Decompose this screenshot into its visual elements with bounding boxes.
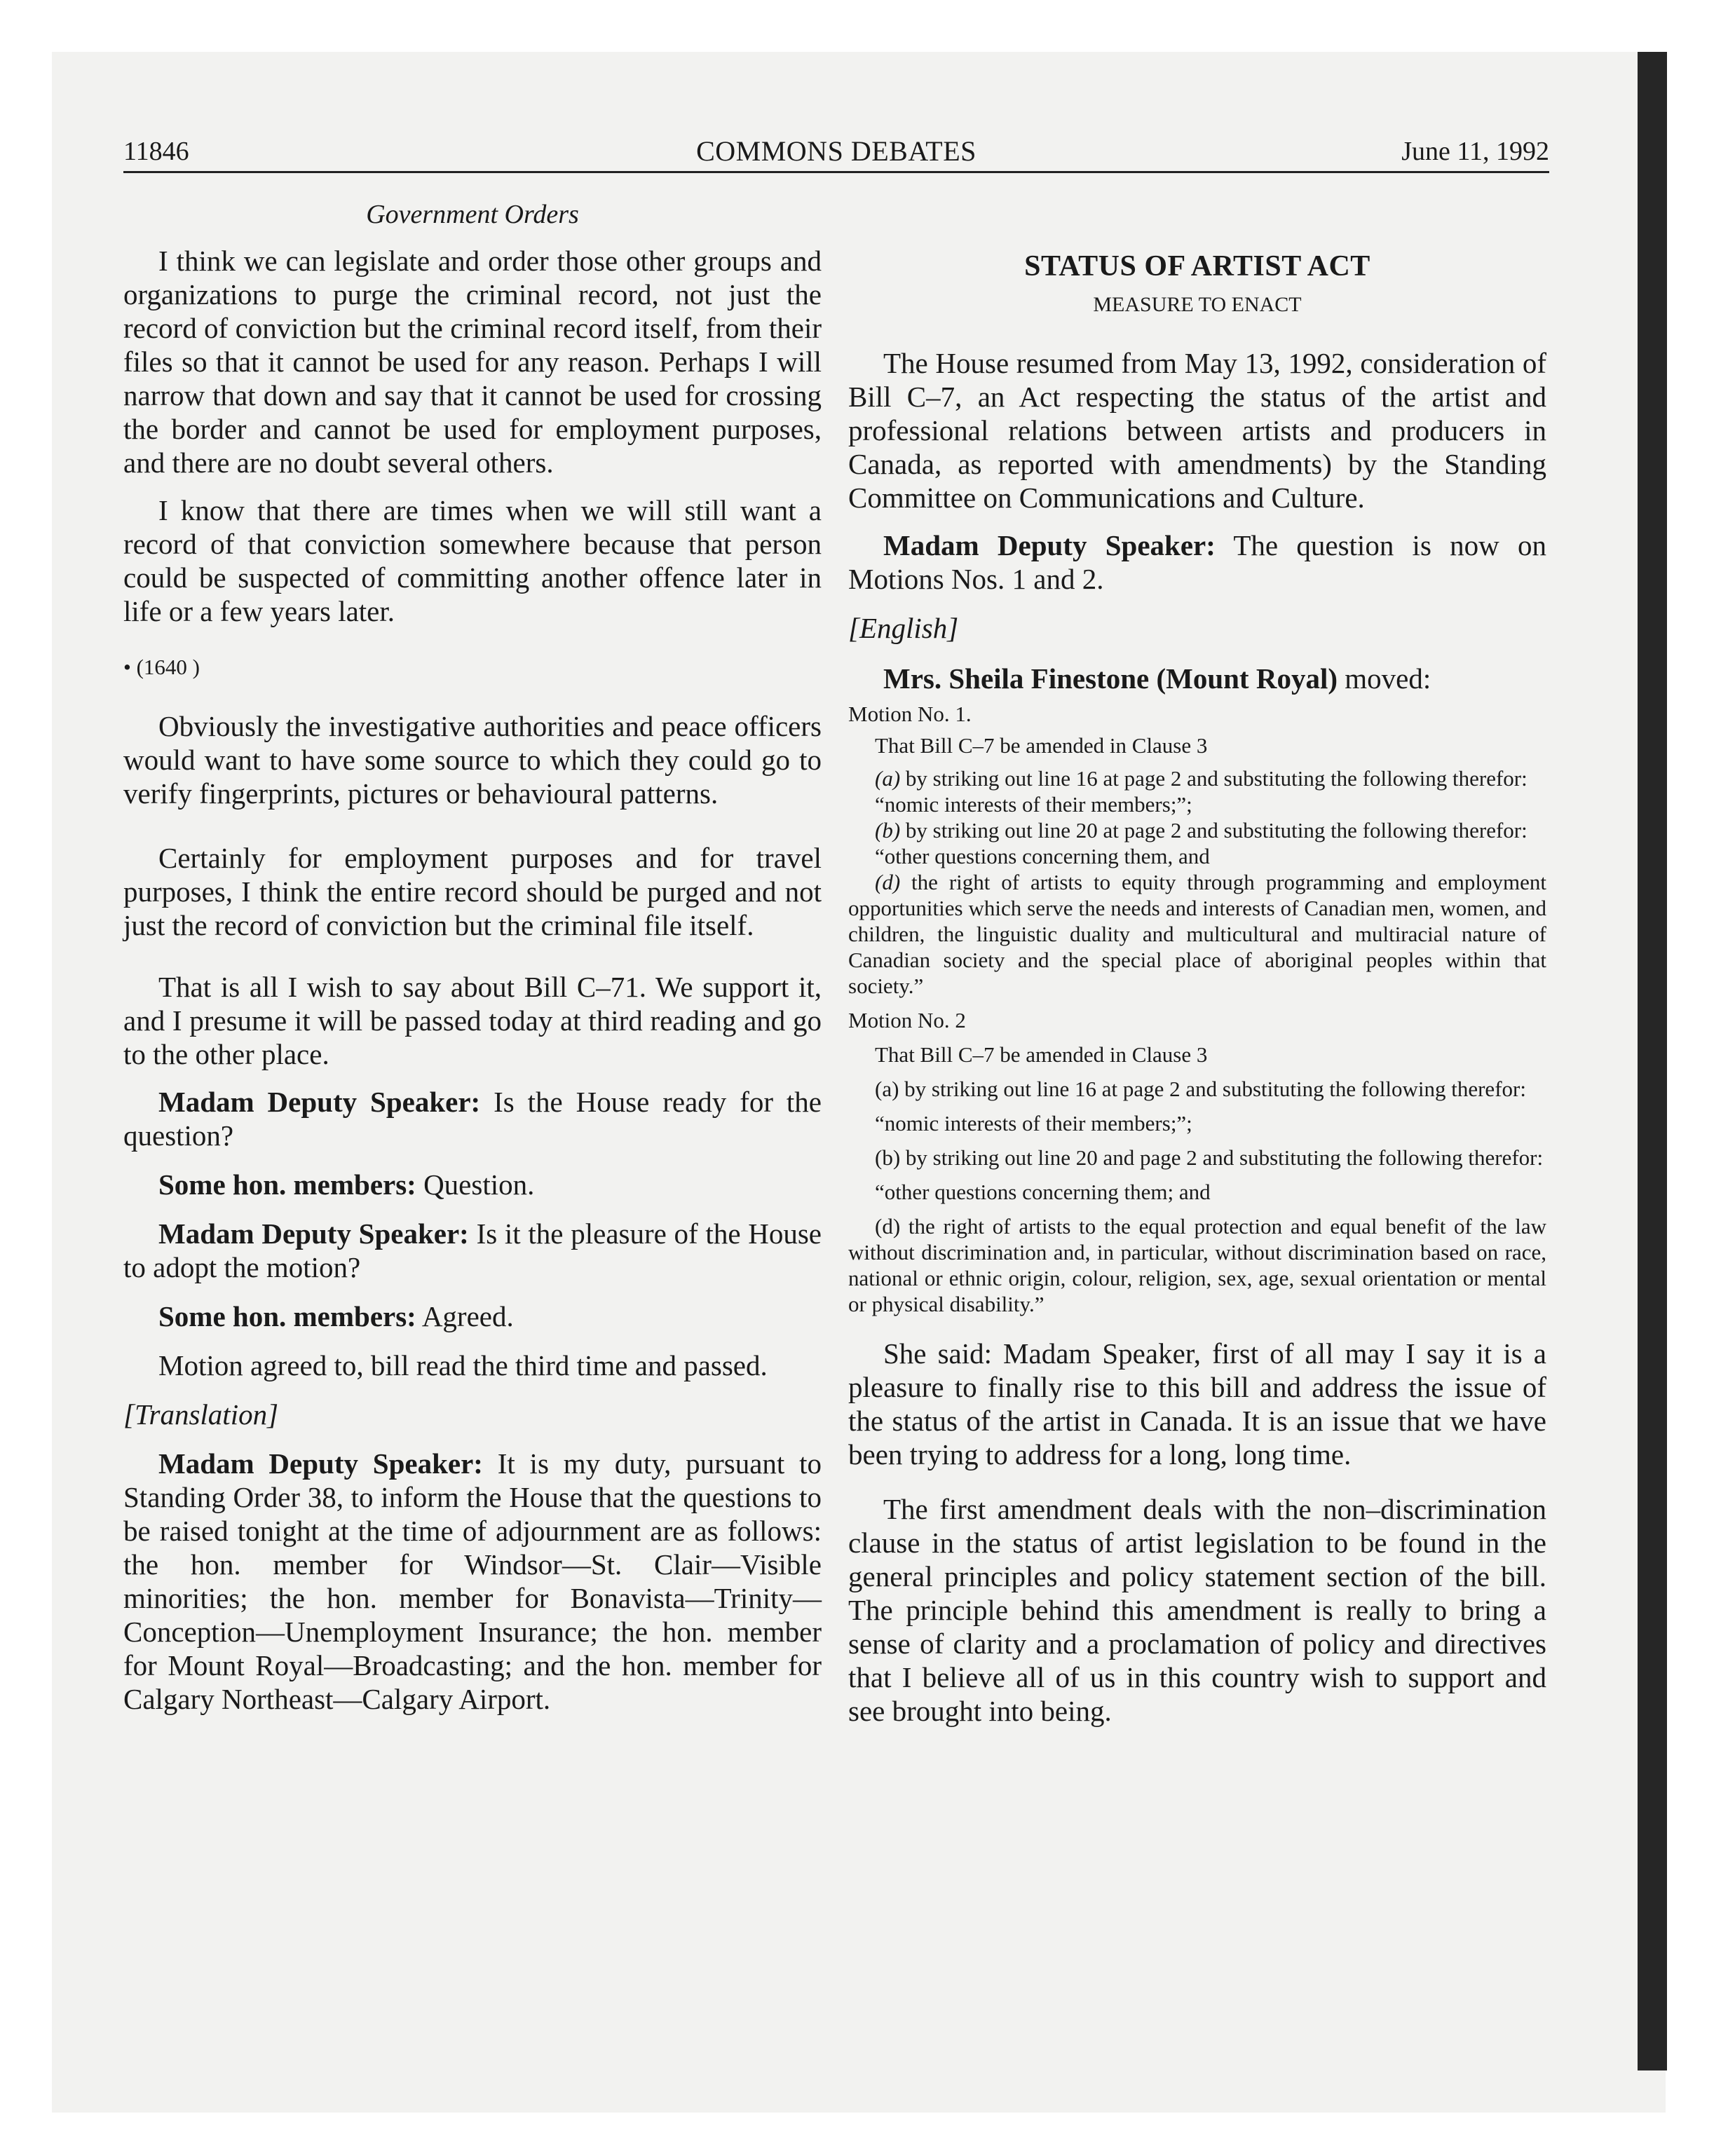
motion-text: (b) by striking out line 20 and page 2 and substituting the following therefor:	[875, 1145, 1544, 1170]
speaker-name: Madam Deputy Speaker:	[158, 1086, 481, 1118]
paragraph: That is all I wish to say about Bill C–71. We support it, and I presume it will be passed today at third reading and go to the other place.	[123, 971, 822, 1070]
paragraph: Motion agreed to, bill read the third time and passed.	[158, 1349, 768, 1381]
motion-quote: “nomic interests of their members;”;	[875, 1111, 1192, 1135]
english-tag: [English]	[848, 612, 959, 644]
clause-letter: (b)	[875, 818, 901, 842]
speech-paragraph	[123, 1168, 822, 1201]
publication-title: COMMONS DEBATES	[696, 135, 977, 167]
paragraph: She said: Madam Speaker, first of all may I say it is a pleasure to finally rise to this bill and address the issue of the status of the artist in Canada. It is an issue that we have been trying to address for a long, long time.	[848, 1337, 1546, 1471]
speech-text: Is the House ready for the question?	[123, 1086, 822, 1152]
clause-letter: (a)	[875, 766, 901, 791]
paragraph: Obviously the investigative authorities and peace officers would want to have some source to which they could go to verify fingerprints, pictures or behavioural patterns.	[123, 710, 822, 810]
motion-label: Motion No. 1.	[848, 702, 972, 726]
speech-paragraph	[848, 528, 1546, 596]
speech-paragraph	[123, 1217, 822, 1284]
motion-text	[848, 869, 1546, 999]
speaker-name: Madam Deputy Speaker:	[158, 1447, 483, 1480]
paragraph: Certainly for employment purposes and for travel purposes, I think the entire record should be purged and not just the record of conviction but the criminal file itself.	[123, 842, 822, 941]
page-header	[123, 129, 1549, 173]
time-marker: • (1640 )	[123, 655, 200, 679]
paragraph: I know that there are times when we will still want a record of that conviction somewhere because that person could be suspected of committing another offence later in life or a few years later.	[123, 494, 822, 627]
moved-text: moved:	[1345, 662, 1431, 695]
page-date: June 11, 1992	[1401, 137, 1549, 166]
mover-name: Mrs. Sheila Finestone (Mount Royal)	[883, 662, 1338, 695]
speech-paragraph	[123, 1299, 822, 1333]
section-subheading: MEASURE TO ENACT	[1093, 293, 1302, 316]
paragraph: The House resumed from May 13, 1992, consideration of Bill C–7, an Act respecting the status of the artist and professional relations between artists and producers in Canada, as reported with amendments) by the Standing Committee on Communications and Culture.	[848, 347, 1546, 514]
binding-shadow	[1638, 52, 1667, 2070]
motion-text: (a) by striking out line 16 at page 2 and substituting the following therefor:	[875, 1077, 1526, 1101]
speech-text: The question is now on Motions Nos. 1 and 2.	[848, 529, 1547, 595]
speech-paragraph	[123, 1447, 822, 1716]
paragraph: The first amendment deals with the non–discrimination clause in the status of artist legislation to be found in the general principles and policy statement section of the bill. The principle behind this amendment is really to bring a sense of clarity and a proclamation of policy and directives that I believe all of us in this country wish to support and see brought into being.	[848, 1493, 1546, 1727]
speech-text: Question.	[423, 1168, 535, 1201]
motion-text: That Bill C–7 be amended in Clause 3	[875, 733, 1208, 758]
speaker-name: Madam Deputy Speaker:	[883, 529, 1216, 561]
clause-text: the right of artists to equity through programming and employment opportunities which serve the needs and interests of Canadian men, women, and children, the linguistic duality and multicultural and multiracial nature of Canadian society and the special place of aboriginal peoples within that society.”	[848, 870, 1546, 998]
speech-text: It is my duty, pursuant to Standing Order 38, to inform the House that the questions to be raised tonight at the time of adjournment are as follows: the hon. member for Windsor—St. Clair—Visible minorities; the hon. member for Bonavista—Trinity—Conception—Unemployment Insurance; the hon. member for Mount Royal—Broadcasting; and the hon. member for Calgary Northeast—Calgary Airport.	[123, 1447, 822, 1715]
translation-tag: [Translation]	[123, 1398, 279, 1431]
speech-text: Agreed.	[421, 1300, 514, 1332]
motion-text	[848, 765, 1546, 791]
motion-text: (d) the right of artists to the equal protection and equal benefit of the law without discrimination and, in particular, without discrimination based on race, national or ethnic origin, colour, religion, sex, age, sexual orientation or mental or physical disability.”	[848, 1214, 1546, 1316]
page-number: 11846	[123, 137, 189, 166]
motion-quote: “nomic interests of their members;”;	[875, 792, 1192, 817]
section-label: Government Orders	[366, 200, 579, 229]
right-column	[848, 250, 1546, 1728]
speaker-name: Some hon. members:	[158, 1300, 416, 1332]
motion-quote: “other questions concerning them, and	[875, 844, 1210, 868]
speaker-name: Madam Deputy Speaker:	[158, 1217, 469, 1250]
clause-text: by striking out line 20 at page 2 and substituting the following therefor:	[900, 818, 1528, 842]
motion-label: Motion No. 2	[848, 1008, 966, 1032]
motion-quote: “other questions concerning them; and	[875, 1180, 1211, 1204]
speaker-name: Some hon. members:	[158, 1168, 416, 1201]
section-heading: STATUS OF ARTIST ACT	[1024, 250, 1370, 282]
clause-letter: (d)	[875, 870, 901, 894]
mover-line	[848, 662, 1546, 695]
clause-text: by striking out line 16 at page 2 and substituting the following therefor:	[900, 766, 1528, 791]
motion-text: That Bill C–7 be amended in Clause 3	[875, 1042, 1208, 1067]
speech-paragraph	[123, 1085, 822, 1152]
speech-text: Is it the pleasure of the House to adopt the motion?	[123, 1217, 822, 1283]
paragraph: I think we can legislate and order those other groups and organizations to purge the criminal record, not just the record of conviction but the criminal record itself, from their files so that it cannot be used for any reason. Perhaps I will narrow that down and say that it cannot be used for crossing the border and cannot be used for employment purposes, and there are no doubt several others.	[123, 245, 822, 479]
motion-text	[848, 817, 1546, 843]
left-column	[123, 199, 822, 1716]
